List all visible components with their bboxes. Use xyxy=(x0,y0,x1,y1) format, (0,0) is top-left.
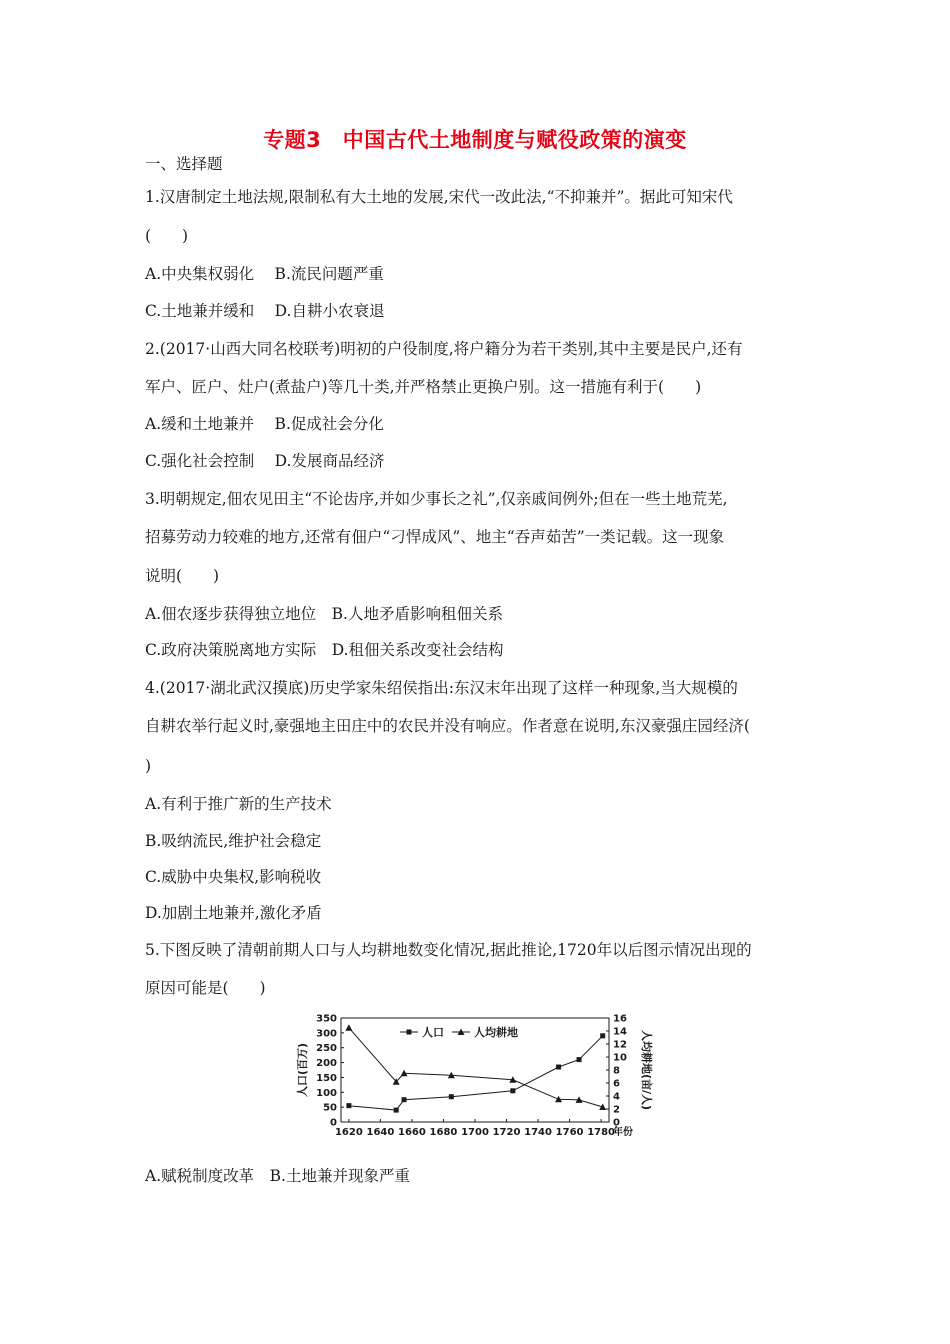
left-axis-tick-label: 200 xyxy=(316,1058,337,1070)
x-axis-tick-label: 1760 xyxy=(555,1127,584,1138)
right-axis-tick-label: 10 xyxy=(613,1052,627,1064)
right-axis-tick-label: 8 xyxy=(613,1065,620,1077)
x-axis-tick-label: 1780 xyxy=(587,1127,616,1138)
farmland-point xyxy=(345,1024,352,1031)
left-axis-tick-label: 350 xyxy=(316,1013,337,1025)
left-axis-tick-label: 100 xyxy=(316,1087,337,1099)
q2-stem-line1: 2.(2017·山西大同名校联考)明初的户役制度,将户籍分为若干类别,其中主要是民户,还有 xyxy=(145,340,743,358)
q1-stem-line2: ( ) xyxy=(145,227,189,245)
q1-stem-line1: 1.汉唐制定土地法规,限制私有大土地的发展,宋代一改此法,“不抑兼并”。据此可知宋代 xyxy=(145,188,733,206)
right-axis-title: 人均耕地(亩/人) xyxy=(640,1029,653,1111)
page-title: 专题3 中国古代土地制度与赋役政策的演变 xyxy=(263,128,687,152)
section-heading: 一、选择题 xyxy=(145,155,223,173)
q4-option-a: A.有利于推广新的生产技术 xyxy=(145,795,332,813)
population-point xyxy=(402,1097,407,1102)
left-axis-tick-label: 0 xyxy=(330,1117,337,1129)
q5-options-ab: A.赋税制度改革 B.土地兼并现象严重 xyxy=(145,1167,410,1185)
right-axis-tick-label: 16 xyxy=(613,1013,627,1025)
right-axis-tick-label: 6 xyxy=(613,1078,620,1090)
series-line-triangle xyxy=(349,1028,603,1107)
q3-stem-line2: 招募劳动力较难的地方,还常有佃户“刁悍成风”、地主“吞声茹苦”一类记载。这一现象 xyxy=(145,528,725,546)
x-axis-suffix: 年份 xyxy=(613,1127,633,1138)
q4-option-c: C.威胁中央集权,影响税收 xyxy=(145,868,322,886)
x-axis-tick-label: 1700 xyxy=(461,1127,489,1138)
right-axis-tick-label: 14 xyxy=(613,1026,627,1038)
q1-options-ab: A.中央集权弱化 B.流民问题严重 xyxy=(145,265,384,283)
legend-marker-population xyxy=(407,1030,412,1035)
x-axis-tick-label: 1640 xyxy=(366,1127,395,1138)
population-point xyxy=(346,1103,351,1108)
left-axis-tick-label: 250 xyxy=(316,1043,337,1055)
q2-options-ab: A.缓和土地兼并 B.促成社会分化 xyxy=(145,415,384,433)
q4-option-d: D.加剧土地兼并,激化矛盾 xyxy=(145,904,322,922)
legend-label-farmland: 人均耕地 xyxy=(474,1026,518,1039)
x-axis-tick-label: 1720 xyxy=(492,1127,521,1138)
q4-stem-line1: 4.(2017·湖北武汉摸底)历史学家朱绍侯指出:东汉末年出现了这样一种现象,当大规模的 xyxy=(145,679,738,697)
left-axis-tick-label: 150 xyxy=(316,1072,337,1084)
farmland-point xyxy=(599,1104,606,1111)
q3-stem-line1: 3.明朝规定,佃农见田主“不论齿序,并如少事长之礼”,仅亲戚间例外;但在一些土地荒芜, xyxy=(145,490,728,508)
q3-options-ab: A.佃农逐步获得独立地位 B.人地矛盾影响租佃关系 xyxy=(145,605,503,623)
population-point xyxy=(449,1094,454,1099)
population-point xyxy=(600,1033,605,1038)
population-point xyxy=(577,1057,582,1062)
q5-stem-line1: 5.下图反映了清朝前期人口与人均耕地数变化情况,据此推论,1720年以后图示情况出现的 xyxy=(145,941,752,959)
left-axis-tick-label: 300 xyxy=(316,1028,337,1040)
right-axis-tick-label: 4 xyxy=(613,1091,620,1103)
right-axis-tick-label: 12 xyxy=(613,1039,627,1051)
x-axis-tick-label: 1680 xyxy=(429,1127,458,1138)
left-axis-title: 人口(百万) xyxy=(296,1042,309,1098)
population-point xyxy=(556,1065,561,1070)
x-axis-tick-label: 1740 xyxy=(524,1127,552,1138)
series-line-square xyxy=(349,1036,603,1110)
left-axis-tick-label: 50 xyxy=(323,1102,337,1114)
right-axis-tick-label: 2 xyxy=(613,1104,620,1116)
population-farmland-chart xyxy=(296,1010,656,1146)
x-axis-tick-label: 1660 xyxy=(398,1127,426,1138)
x-axis-tick-label: 1620 xyxy=(334,1127,363,1138)
q4-stem-line2: 自耕农举行起义时,豪强地主田庄中的农民并没有响应。作者意在说明,东汉豪强庄园经济( xyxy=(145,717,750,735)
q5-stem-line2: 原因可能是( ) xyxy=(145,979,266,997)
q3-stem-line3: 说明( ) xyxy=(145,567,220,585)
q4-option-b: B.吸纳流民,维护社会稳定 xyxy=(145,832,322,850)
q3-options-cd: C.政府决策脱离地方实际 D.租佃关系改变社会结构 xyxy=(145,641,504,659)
q2-options-cd: C.强化社会控制 D.发展商品经济 xyxy=(145,452,385,470)
population-point xyxy=(394,1108,399,1113)
q2-stem-line2: 军户、匠户、灶户(煮盐户)等几十类,并严格禁止更换户别。这一措施有利于( ) xyxy=(145,378,702,396)
right-axis-tick-label: 0 xyxy=(613,1117,620,1129)
q4-stem-line3: ) xyxy=(145,757,152,775)
legend-label-population: 人口 xyxy=(422,1026,444,1039)
q1-options-cd: C.土地兼并缓和 D.自耕小农衰退 xyxy=(145,302,385,320)
population-point xyxy=(510,1088,515,1093)
